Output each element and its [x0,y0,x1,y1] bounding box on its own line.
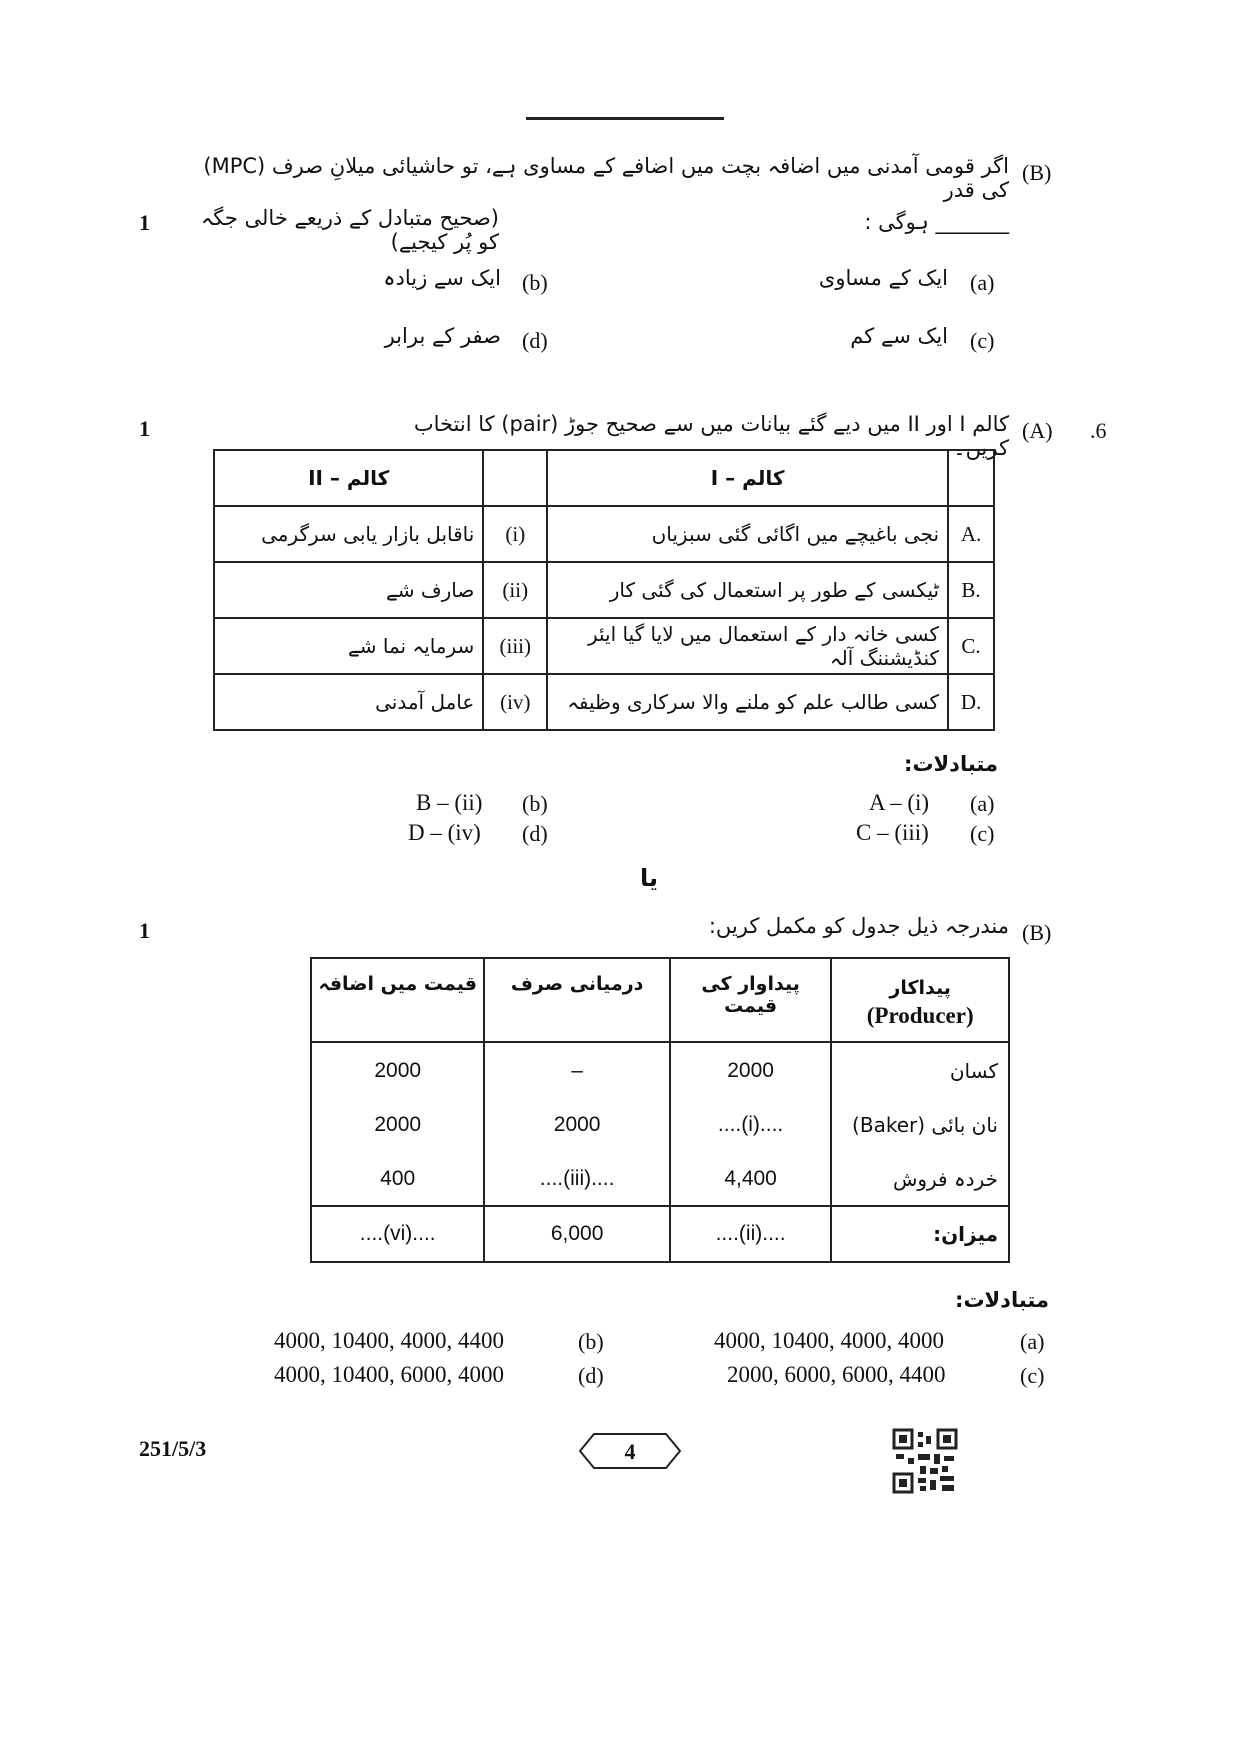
col2-header: کالم – II [214,450,483,506]
q5b-option-a-label: (a) [970,270,995,295]
q6a-option-a-text: A – (i) [869,790,930,815]
q6a-option-a-label: (a) [970,791,995,816]
col2-cell: صارف شے [214,562,483,618]
q6b-option-d-label: (d) [578,1363,604,1388]
q6a-text: کالم I اور II میں دیے گئے بیانات میں سے صحیح جوڑ (pair) کا انتخاب کریں۔ [413,412,1009,460]
q6a-marks: 1 [139,416,150,441]
table-row [311,1152,1009,1206]
producer-cell: نان بائی (Baker) [831,1098,1009,1152]
q6b-option-d-text: 4000, 10400, 6000, 4000 [274,1362,504,1387]
value-added-header: قیمت میں اضافہ [311,958,484,1042]
value-added-table-header [311,958,1009,1042]
producer-header-ur: پیداکار [889,976,951,999]
q5b-line1: اگر قومی آمدنی میں اضافہ بچت میں اضافے کے مساوی ہے، تو حاشیائی میلانِ صرف (MPC) کی قدر [203,154,1009,202]
q6b-option-a-text: 4000, 10400, 4000, 4000 [714,1328,944,1353]
intermediate-cell: – [484,1042,669,1098]
value-added-cell: 2000 [311,1098,484,1152]
intermediate-cell: 2000 [484,1098,669,1152]
q6a-option-d-label: (d) [522,821,548,846]
q5b-marks: 1 [139,210,150,235]
q5b-label: (B) [1022,160,1052,185]
q6-number: .6 [1090,418,1107,443]
value-added-total: ....(vi).... [311,1206,484,1262]
q6b-marks: 1 [139,918,150,943]
roman-cell: (iv) [483,674,547,730]
total-row [311,1206,1009,1262]
paper-code: 251/5/3 [139,1436,207,1461]
q6a-option-d-text: D – (iv) [408,820,481,845]
intermediate-cell: ....(iii).... [484,1152,669,1206]
value-added-cell: 2000 [311,1042,484,1098]
q5b-option-c-text: ایک سے کم [850,324,948,348]
output-value-cell: ....(i).... [670,1098,832,1152]
col1-cell: ٹیکسی کے طور پر استعمال کی گئی کار [547,562,948,618]
q6b-label: (B) [1022,920,1052,945]
q5b-instruction: (صحیح متبادل کے ذریعے خالی جگہ کو پُر کیجیے) [200,206,499,254]
col1-cell: نجی باغیچے میں اگائی گئی سبزیاں [547,506,948,562]
q5b-option-b-text: ایک سے زیادہ [383,266,501,290]
letter-cell: B. [948,562,994,618]
q6b-option-b-label: (b) [578,1329,604,1354]
qr-code-icon [892,1428,958,1494]
col2-cell: سرمایہ نما شے [214,618,483,674]
q6a-label: (A) [1022,418,1053,443]
table-row [214,562,994,618]
page-number: 4 [624,1439,636,1464]
value-added-table [310,957,1010,1263]
intermediate-header: درمیانی صرف [484,958,669,1042]
col1-header: کالم – I [547,450,948,506]
letter-blank-header [948,450,994,506]
col2-cell: ناقابل بازار یابی سرگرمی [214,506,483,562]
letter-cell: C. [948,618,994,674]
output-value-cell: 4,400 [670,1152,832,1206]
roman-cell: (ii) [483,562,547,618]
q6b-option-c-text: 2000, 6000, 6000, 4400 [727,1362,946,1387]
q6a-alternatives-label: متبادلات: [904,752,998,776]
producer-header-en: (Producer) [866,1002,974,1028]
producer-header [831,958,1009,1042]
table-row [214,506,994,562]
intermediate-total: 6,000 [484,1206,669,1262]
q5b-line2: _______ ہوگی : [864,210,1009,234]
q6a-option-b-label: (b) [522,791,548,816]
q5b-option-a-text: ایک کے مساوی [818,266,948,290]
col1-cell: کسی طالب علم کو ملنے والا سرکاری وظیفہ [547,674,948,730]
value-added-cell: 400 [311,1152,484,1206]
letter-cell: D. [948,674,994,730]
q5b-option-d-label: (d) [522,328,548,353]
roman-cell: (iii) [483,618,547,674]
q6b-text: مندرجہ ذیل جدول کو مکمل کریں: [708,914,1009,938]
output-value-total: ....(ii).... [670,1206,832,1262]
table-row [311,1042,1009,1098]
roman-cell: (i) [483,506,547,562]
q5b-option-d-text: صفر کے برابر [384,324,501,348]
table-row [311,1098,1009,1152]
producer-cell: کسان [831,1042,1009,1098]
q6b-option-a-label: (a) [1020,1329,1045,1354]
q6a-option-c-text: C – (iii) [856,820,929,845]
match-table [213,449,995,731]
top-rule [526,117,724,120]
table-row [214,674,994,730]
match-table-header [214,450,994,506]
or-text: یا [640,864,659,892]
total-label: میزان: [831,1206,1009,1262]
q6b-alternatives-label: متبادلات: [955,1288,1049,1312]
q5b-option-b-label: (b) [522,270,548,295]
letter-cell: A. [948,506,994,562]
col2-blank-header [483,450,547,506]
q5b-option-c-label: (c) [970,328,995,353]
q6b-option-c-label: (c) [1020,1363,1045,1388]
q6a-option-c-label: (c) [970,821,995,846]
col1-cell: کسی خانہ دار کے استعمال میں لایا گیا ایئر کنڈیشننگ آلہ [547,618,948,674]
output-value-header: پیداوار کی قیمت [670,958,832,1042]
producer-cell: خردہ فروش [831,1152,1009,1206]
q6a-option-b-text: B – (ii) [416,790,483,815]
q6b-option-b-text: 4000, 10400, 4000, 4400 [274,1328,504,1353]
table-row [214,618,994,674]
output-value-cell: 2000 [670,1042,832,1098]
col2-cell: عامل آمدنی [214,674,483,730]
